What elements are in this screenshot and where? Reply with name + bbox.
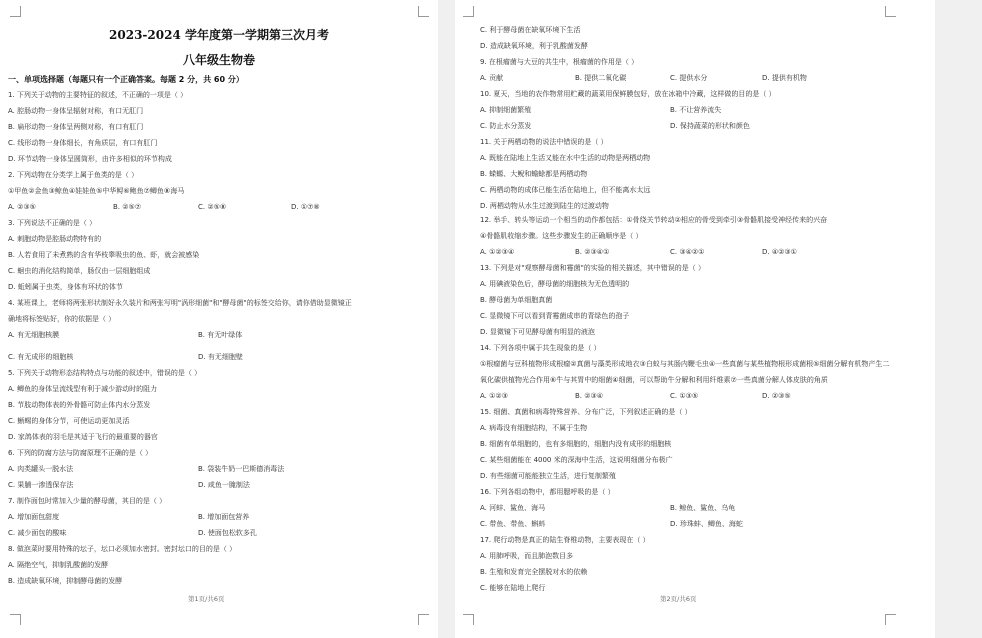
- document-page-1: [0, 0, 438, 638]
- answer-option: D. 有些细菌可能能独立生活，进行复制繁殖: [480, 472, 616, 480]
- question-stem: 13. 下列是对"观察酵母菌和霉菌"的实验的相关描述，其中错误的是（ ）: [480, 264, 706, 272]
- answer-option: D. 环节动物一身体呈圆筒形，由许多相似的环节构成: [8, 155, 172, 163]
- answer-option: B. ②⑤⑦: [113, 203, 142, 211]
- answer-option: D. 保持蔬菜的形状和颜色: [670, 122, 750, 130]
- answer-option: C. 果脯一渗透保存法: [8, 481, 74, 489]
- answer-option: B. 有无叶绿体: [198, 331, 243, 339]
- answer-option: B. 细菌有单细胞的，也有多细胞的，细胞内没有成形的细胞核: [480, 440, 672, 448]
- answer-option: C. 利于酵母菌在缺氧环境下生活: [480, 26, 581, 34]
- answer-option: D. ④②③①: [762, 248, 797, 256]
- answer-option: D. ①⑦⑧: [291, 203, 320, 211]
- answer-option: B. 生殖和发育完全摆脱对水的依赖: [480, 568, 588, 576]
- question-stem: 2. 下列动物在分类学上属于鱼类的是（ ）: [8, 171, 139, 179]
- page-gap: [438, 0, 455, 638]
- answer-option: B. 人若食用了未煮熟的含有华枝睾吸虫的鱼、虾，就会被感染: [8, 251, 200, 259]
- answer-option: A. 肉类罐头一脱水法: [8, 465, 74, 473]
- answer-option: A. 既能在陆地上生活又能在水中生活的动物是两栖动物: [480, 154, 651, 162]
- question-stem: 1. 下列关于动物的主要特征的叙述，不正确的一项是（ ）: [8, 91, 188, 99]
- page-footer: 第2页/共6页: [660, 595, 697, 603]
- question-text: ①根瘤菌与豆科植物形成根瘤②真菌与藻类形成地衣③白蚁与其肠内鞭毛虫④一些真菌与某些植物根形成菌根⑤细菌分解有机物产生二: [480, 360, 890, 368]
- question-stem: 3. 下列说法不正确的是（ ）: [8, 219, 97, 227]
- answer-option: B. 提供二氧化碳: [575, 74, 627, 82]
- answer-option: A. 隔绝空气，抑制乳酸菌的发酵: [8, 561, 109, 569]
- answer-option: D. 显微镜下可见酵母菌有明显的液泡: [480, 328, 595, 336]
- answer-option: D. 咸鱼一腌制法: [198, 481, 250, 489]
- answer-option: A. 用碘液染色后，酵母菌的细胞核为无色透明的: [480, 280, 630, 288]
- answer-option: D. ②③⑤: [762, 392, 791, 400]
- answer-option: B. 增加面包营养: [198, 513, 250, 521]
- page-corner-mark: [10, 614, 21, 625]
- answer-option: C. 线形动物一身体细长，有角质层，有口有肛门: [8, 139, 158, 147]
- question-stem: 9. 在根瘤菌与大豆的共生中，根瘤菌的作用是（ ）: [480, 58, 639, 66]
- exam-subtitle: 八年级生物卷: [182, 53, 255, 67]
- page-corner-mark: [418, 6, 429, 17]
- answer-option: C. 某些细菌能在 4000 米的深海中生活，这说明细菌分布极广: [480, 456, 673, 464]
- page-corner-mark: [885, 614, 896, 625]
- answer-option: C. 蛔虫的消化结构简单，肠仅由一层细胞组成: [8, 267, 151, 275]
- question-stem: 6. 下列的防腐方法与防腐原理不正确的是（ ）: [8, 449, 153, 457]
- question-stem: 12. 举手、转头等运动一个相当的动作都包括：①骨绕关节转动②相应的骨受到牵引③骨骼肌接受神经传来的兴奋: [480, 216, 828, 224]
- answer-option: B. ②③④: [575, 392, 604, 400]
- page-corner-mark: [418, 614, 429, 625]
- answer-option: A. 病毒没有细胞结构，不属于生物: [480, 424, 588, 432]
- question-stem: 15. 细菌、真菌和病毒特殊营养、分布广泛，下列叙述正确的是（ ）: [480, 408, 692, 416]
- question-stem: 17. 爬行动物是真正的陆生脊椎动物，主要表现在（ ）: [480, 536, 650, 544]
- answer-option: C. ①③⑤: [670, 392, 699, 400]
- answer-option: A. 用肺呼吸，而且肺泡数目多: [480, 552, 574, 560]
- answer-option: C. 有无成形的细胞核: [8, 353, 74, 361]
- question-stem: 10. 夏天，当地的农作物常用贮藏的蔬菜用保鲜膜包好，放在冰箱中冷藏，这样做的目的是（ ）: [480, 90, 776, 98]
- answer-option: D. 使面包松软多孔: [198, 529, 257, 537]
- answer-option: D. 有无细胞壁: [198, 353, 243, 361]
- answer-option: A. 有无细胞核膜: [8, 331, 60, 339]
- question-stem: 16. 下列各组动物中，都用腮呼吸的是（ ）: [480, 488, 615, 496]
- answer-option: A. 增加面包甜度: [8, 513, 60, 521]
- answer-option: A. ①②③④: [480, 248, 515, 256]
- answer-option: B. 扁形动物一身体呈两侧对称，有口有肛门: [8, 123, 144, 131]
- answer-option: B. 袋装牛奶一巴斯德消毒法: [198, 465, 285, 473]
- page-corner-mark: [885, 6, 896, 17]
- section-heading: 一、单项选择题（每题只有一个正确答案。每题 2 分，共 60 分）: [8, 75, 244, 84]
- answer-option: B. 节肢动物体表的外骨骼可防止体内水分蒸发: [8, 401, 151, 409]
- answer-option: B. 造成缺氧环境，抑制酵母菌的发酵: [8, 577, 123, 585]
- exam-title: 2023-2024 学年度第一学期第三次月考: [109, 28, 329, 42]
- answer-option: A. ②③⑤: [8, 203, 36, 211]
- document-page-2: [455, 0, 935, 638]
- answer-option: D. 珍珠蚌、鲫鱼、海蛇: [670, 520, 743, 528]
- question-stem: 4. 某班课上，老师将两张形状制好永久装片和两张写明"涡形细菌"和"酵母菌"的标签交给你，请你借助显微镜正: [8, 299, 352, 307]
- answer-option: C. 提供水分: [670, 74, 708, 82]
- answer-option: C. 两栖动物的成体已能生活在陆地上，但不能离水太远: [480, 186, 651, 194]
- answer-option: D. 家鸽体表的羽毛是其适于飞行的最重要的器官: [8, 433, 158, 441]
- answer-option: A. 贡献: [480, 74, 504, 82]
- question-text: ①甲鱼②金鱼③鲸鱼④娃娃鱼⑤中华鲟⑥鲍鱼⑦鲫鱼⑧海马: [8, 187, 185, 195]
- answer-option: B. 不让营养流失: [670, 106, 722, 114]
- question-text: ④骨骼肌收缩步骤。这些步骤发生的正确顺序是（ ）: [480, 232, 643, 240]
- question-stem: 确地将标签贴好，你的依据是（ ）: [8, 315, 116, 323]
- answer-option: B. 酵母菌为单细胞真菌: [480, 296, 553, 304]
- page-corner-mark: [463, 614, 474, 625]
- page-corner-mark: [10, 6, 21, 17]
- answer-option: C. 减少面包的酸味: [8, 529, 67, 537]
- answer-option: C. 防止水分蒸发: [480, 122, 532, 130]
- answer-option: A. ①②③: [480, 392, 508, 400]
- question-stem: 8. 做泡菜时要用特殊的坛子，坛口必须加水密封。密封坛口的目的是（ ）: [8, 545, 237, 553]
- question-stem: 14. 下列各项中属于共生现象的是（ ）: [480, 344, 601, 352]
- page-footer: 第1页/共6页: [188, 595, 225, 603]
- answer-option: A. 腔肠动物一身体呈辐射对称，有口无肛门: [8, 107, 144, 115]
- answer-option: C. 显微镜下可以看到青霉菌成串的青绿色的孢子: [480, 312, 630, 320]
- answer-option: D. 造成缺氧环境，利于乳酸菌发酵: [480, 42, 588, 50]
- answer-option: A. 抑制细菌繁殖: [480, 106, 532, 114]
- question-stem: 5. 下列关于动物形态结构特点与功能的叙述中，错误的是（ ）: [8, 369, 202, 377]
- answer-option: C. 带鱼、带鱼、蝌蚪: [480, 520, 546, 528]
- right-margin-area: [935, 0, 982, 638]
- answer-option: C. 蜥蜴的身体分节，可使运动更加灵活: [8, 417, 130, 425]
- answer-option: D. 提供有机物: [762, 74, 807, 82]
- answer-option: D. 两栖动物从水生过渡到陆生的过渡动物: [480, 202, 609, 210]
- answer-option: A. 刺胞动物是腔肠动物特有的: [8, 235, 102, 243]
- answer-option: C. ②⑤⑧: [198, 203, 227, 211]
- page-corner-mark: [463, 6, 474, 17]
- answer-option: A. 鲫鱼的身体呈流线型有利于减少游动时的阻力: [8, 385, 158, 393]
- question-text: 氧化碳供植物光合作用⑥牛与其胃中的细菌④细菌，可以帮助牛分解和利用纤维素⑦一些真菌分解人体皮肤的角质: [480, 376, 828, 384]
- question-stem: 11. 关于两栖动物的说法中错误的是（ ）: [480, 138, 608, 146]
- answer-option: B. 鲸鱼、鲨鱼、乌龟: [670, 504, 736, 512]
- answer-option: A. 河蚌、鲨鱼、海马: [480, 504, 546, 512]
- answer-option: C. 能够在陆地上爬行: [480, 584, 546, 592]
- answer-option: B. 蝾螈、大鲵和蟾蜍都是两栖动物: [480, 170, 588, 178]
- answer-option: B. ②③④①: [575, 248, 610, 256]
- answer-option: C. ③④②①: [670, 248, 705, 256]
- question-stem: 7. 制作面包时常加入少量的酵母菌，其目的是（ ）: [8, 497, 167, 505]
- answer-option: D. 蚯蚓属于虫类，身体有环状的体节: [8, 283, 123, 291]
